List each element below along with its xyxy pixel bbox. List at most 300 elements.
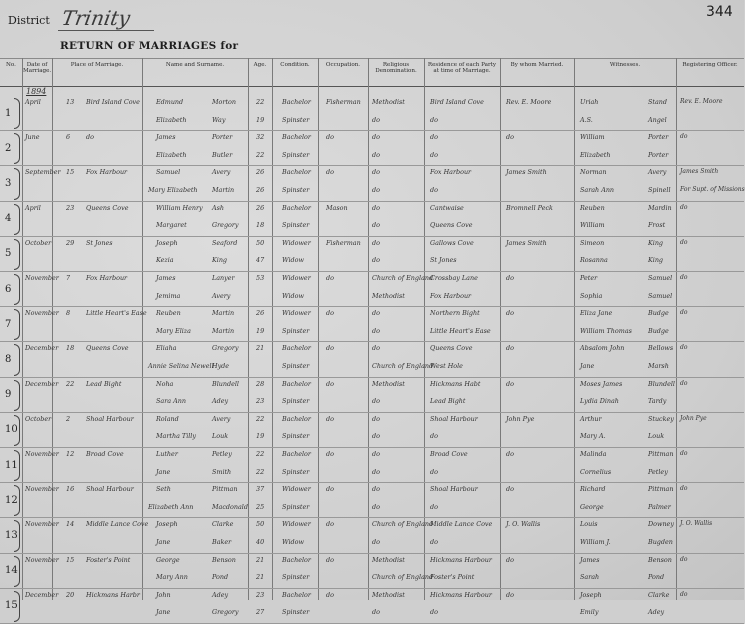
religious-denomination: do: [372, 150, 380, 159]
residence: Middle Lance Cove: [430, 520, 493, 529]
occupation: do: [326, 344, 334, 353]
marriage-day: 14: [66, 520, 75, 529]
column-header: Place of Marriage.: [70, 62, 124, 68]
page-title: RETURN OF MARRIAGES for: [60, 40, 239, 52]
officiant: do: [506, 555, 514, 564]
witness-surname: Palmer: [648, 502, 671, 511]
residence: Hickmans Harbour: [430, 555, 492, 564]
given-name: Noha: [156, 379, 174, 388]
marriage-month: June: [25, 133, 40, 142]
witness-surname: Budge: [648, 326, 669, 335]
header-top-rule: [0, 58, 744, 59]
given-name: James: [156, 133, 176, 142]
religious-denomination: do: [372, 502, 380, 511]
record-brace: [14, 450, 20, 481]
witness-surname: Mardin: [648, 203, 672, 212]
occupation: do: [326, 520, 334, 529]
record-number: 10: [5, 424, 18, 436]
residence: Crossbay Lane: [430, 274, 478, 282]
occupation: do: [326, 414, 334, 423]
age: 21: [256, 573, 265, 582]
surname: Louk: [212, 432, 229, 441]
residence: do: [430, 186, 438, 194]
religious-denomination: Methodist: [372, 590, 405, 599]
column-divider: [142, 58, 143, 600]
witness-surname: Downey: [648, 520, 674, 529]
record-brace: [14, 309, 20, 340]
record-number: 3: [5, 178, 12, 189]
surname: Gregory: [212, 221, 239, 230]
marriage-day: 8: [66, 309, 71, 318]
religious-denomination: Church of England: [372, 362, 434, 370]
surname: Clarke: [212, 520, 234, 529]
witness-surname: Stand: [648, 98, 667, 106]
residence: Foster's Point: [430, 573, 475, 582]
condition: Widower: [282, 274, 311, 282]
age: 50: [256, 238, 265, 247]
religious-denomination: do: [372, 397, 380, 406]
marriage-place: St Jones: [86, 238, 113, 247]
record-brace: [14, 239, 20, 270]
residence: do: [430, 133, 438, 142]
given-name: Edmund: [156, 98, 184, 106]
column-header: Condition.: [280, 62, 310, 68]
record-number: 14: [5, 565, 18, 577]
witness-given-name: Peter: [580, 274, 598, 282]
given-name: Elizabeth Ann: [148, 502, 194, 511]
officiant: J. O. Wallis: [506, 520, 541, 529]
record-brace: [14, 168, 20, 199]
age: 21: [256, 555, 265, 564]
record-brace: [14, 380, 20, 411]
condition: Bachelor: [282, 414, 311, 423]
record-brace: [14, 591, 20, 622]
residence: St Jones: [430, 256, 457, 265]
age: 40: [256, 538, 265, 546]
record-number: 5: [5, 248, 12, 260]
year-entry: 1894: [26, 87, 47, 96]
column-header: Name and Surname.: [165, 62, 225, 68]
marriage-place: Fox Harbour: [86, 274, 128, 282]
condition: Bachelor: [282, 98, 311, 106]
given-name: Roland: [156, 414, 179, 423]
residence: Bird Island Cove: [430, 98, 484, 106]
religious-denomination: Church of England: [372, 573, 434, 582]
condition: Spinster: [282, 221, 310, 230]
age: 23: [256, 397, 265, 406]
registering-officer: do: [680, 485, 688, 493]
record-number: 7: [5, 318, 12, 330]
given-name: Margaret: [156, 221, 187, 230]
marriage-month: September: [25, 168, 61, 177]
religious-denomination: do: [372, 608, 380, 617]
column-divider: [574, 58, 575, 600]
occupation: Fisherman: [326, 238, 361, 247]
witness-surname: Bellows: [648, 344, 674, 353]
given-name: Elizabeth: [156, 150, 187, 159]
age: 22: [256, 98, 265, 106]
witness-surname: Tardy: [648, 397, 667, 406]
registering-officer: do: [680, 203, 688, 211]
record-divider: [0, 236, 744, 237]
given-name: James: [156, 274, 176, 282]
marriage-place: Queens Cove: [86, 203, 129, 212]
condition: Widow: [282, 291, 304, 300]
witness-surname: Adey: [648, 608, 665, 617]
age: 21: [256, 344, 265, 353]
marriage-place: Bird Island Cove: [86, 98, 140, 106]
marriage-day: 15: [66, 555, 75, 564]
witness-surname: Angel: [648, 115, 667, 124]
witness-given-name: Joseph: [580, 590, 602, 599]
witness-given-name: William: [580, 221, 605, 230]
condition: Bachelor: [282, 133, 311, 142]
surname: Way: [212, 115, 226, 124]
registering-officer: do: [680, 309, 688, 317]
witness-given-name: Arthur: [580, 414, 602, 423]
given-name: Mary Eliza: [156, 326, 191, 335]
witness-given-name: Jane: [580, 362, 595, 370]
given-name: Jane: [156, 608, 171, 617]
age: 18: [256, 221, 265, 230]
marriage-month: April: [25, 203, 41, 212]
surname: Benson: [212, 555, 236, 564]
surname: Lanyer: [212, 274, 235, 282]
marriage-day: 20: [66, 590, 75, 599]
condition: Bachelor: [282, 450, 311, 458]
marriage-place: Hickmans Harbr: [86, 590, 140, 599]
witness-surname: Petley: [648, 467, 668, 476]
marriage-day: 7: [66, 274, 71, 282]
given-name: Martha Tilly: [156, 432, 196, 441]
record-divider: [0, 447, 744, 448]
record-brace: [14, 344, 20, 375]
surname: Petley: [212, 450, 232, 458]
surname: Seaford: [212, 238, 238, 247]
occupation: do: [326, 274, 334, 282]
witness-given-name: Norman: [580, 168, 607, 177]
faint-stamp: [500, 20, 660, 56]
marriage-month: April: [25, 98, 41, 106]
column-header: Religious Denomination.: [375, 62, 417, 75]
record-brace: [14, 98, 20, 129]
given-name: John: [156, 590, 171, 599]
registering-officer: do: [680, 344, 688, 352]
marriage-place: Queens Cove: [86, 344, 129, 353]
record-number: 11: [5, 459, 18, 471]
age: 26: [256, 168, 265, 177]
record-brace: [14, 204, 20, 235]
registering-officer: Rev. E. Moore: [680, 98, 723, 105]
religious-denomination: do: [372, 115, 380, 124]
witness-given-name: William: [580, 133, 605, 142]
surname: Gregory: [212, 608, 239, 617]
surname: Avery: [212, 168, 231, 177]
surname: Macdonald: [212, 502, 248, 511]
residence: do: [430, 538, 438, 546]
age: 47: [256, 256, 265, 265]
given-name: Mary Elizabeth: [148, 186, 198, 194]
witness-given-name: Mary A.: [580, 432, 606, 441]
residence: do: [430, 432, 438, 441]
religious-denomination: Methodist: [372, 291, 405, 300]
age: 26: [256, 203, 265, 212]
record-divider: [0, 306, 744, 307]
surname: Pittman: [212, 485, 238, 494]
marriage-place: Shoal Harbour: [86, 414, 134, 423]
residence: Shoal Harbour: [430, 414, 478, 423]
officiant: do: [506, 309, 514, 318]
marriage-month: November: [25, 555, 59, 564]
witness-given-name: William Thomas: [580, 326, 632, 335]
witness-given-name: George: [580, 502, 604, 511]
witness-given-name: Louis: [580, 520, 598, 529]
record-divider: [0, 341, 744, 342]
given-name: Jane: [156, 467, 171, 476]
surname: Blundell: [212, 379, 239, 388]
occupation: do: [326, 555, 334, 564]
column-header: Date of Marriage.: [23, 62, 52, 75]
district-underline: [58, 30, 154, 31]
age: 22: [256, 450, 265, 458]
religious-denomination: do: [372, 538, 380, 546]
officiant: James Smith: [506, 168, 547, 177]
religious-denomination: Church of England: [372, 274, 434, 282]
occupation: do: [326, 379, 334, 388]
marriage-place: Middle Lance Cove: [86, 520, 149, 529]
condition: Spinster: [282, 432, 310, 441]
witness-given-name: Absalom John: [580, 344, 625, 353]
witness-surname: Samuel: [648, 274, 673, 282]
record-number: 12: [5, 494, 18, 506]
given-name: Reuben: [156, 309, 181, 318]
officiant: do: [506, 274, 514, 282]
condition: Widower: [282, 485, 311, 494]
religious-denomination: do: [372, 414, 380, 423]
marriage-month: November: [25, 485, 59, 494]
surname: Pond: [212, 573, 229, 582]
marriage-place: Shoal Harbour: [86, 485, 134, 494]
record-number: 4: [5, 213, 12, 225]
residence: Gallows Cove: [430, 238, 474, 247]
surname: Martin: [212, 186, 235, 194]
condition: Bachelor: [282, 203, 311, 212]
given-name: Mary Ann: [156, 573, 188, 582]
column-divider: [22, 58, 23, 600]
age: 19: [256, 115, 265, 124]
surname: Morton: [212, 98, 236, 106]
record-number: 15: [5, 600, 18, 612]
occupation: Mason: [326, 203, 348, 212]
condition: Spinster: [282, 397, 310, 406]
occupation: do: [326, 485, 334, 494]
record-number: 6: [5, 283, 12, 295]
witness-given-name: Lydia Dinah: [580, 397, 619, 406]
registering-officer: For Supt. of Missions: [680, 186, 745, 193]
registering-officer: do: [680, 555, 688, 563]
officiant: Bromnell Peck: [506, 203, 553, 212]
residence: West Hole: [430, 362, 463, 370]
marriage-place: Fox Harbour: [86, 168, 128, 177]
condition: Spinster: [282, 573, 310, 582]
witness-given-name: Uriah: [580, 98, 599, 106]
column-divider: [500, 58, 501, 600]
column-header: Residence of each Party at time of Marriage.: [427, 62, 497, 75]
record-brace: [14, 133, 20, 164]
record-number: 8: [5, 354, 12, 365]
record-number: 2: [5, 142, 12, 154]
condition: Widower: [282, 238, 311, 247]
religious-denomination: do: [372, 168, 380, 177]
marriage-month: October: [25, 238, 52, 247]
age: 27: [256, 608, 265, 617]
age: 26: [256, 309, 265, 318]
condition: Bachelor: [282, 590, 311, 599]
surname: Avery: [212, 414, 231, 423]
condition: Spinster: [282, 150, 310, 159]
record-divider: [0, 271, 744, 272]
witness-surname: Porter: [648, 133, 669, 142]
age: 53: [256, 274, 265, 282]
residence: Queens Cove: [430, 344, 473, 353]
religious-denomination: do: [372, 467, 380, 476]
marriage-place: Foster's Point: [86, 555, 131, 564]
given-name: Sara Ann: [156, 397, 186, 406]
age: 19: [256, 432, 265, 441]
record-brace: [14, 520, 20, 551]
religious-denomination: Methodist: [372, 98, 405, 106]
age: 19: [256, 326, 265, 335]
religious-denomination: do: [372, 485, 380, 494]
witness-given-name: Malinda: [580, 450, 607, 458]
column-divider: [248, 58, 249, 600]
column-header: Witnesses.: [609, 62, 641, 68]
witness-given-name: Eliza Jane: [580, 309, 613, 318]
record-brace: [14, 274, 20, 305]
residence: Northern Bight: [430, 309, 480, 318]
religious-denomination: do: [372, 309, 380, 318]
religious-denomination: do: [372, 432, 380, 441]
witness-given-name: Moses James: [580, 379, 623, 388]
marriage-day: 2: [66, 414, 71, 423]
religious-denomination: do: [372, 238, 380, 247]
column-divider: [318, 58, 319, 600]
witness-given-name: Sarah Ann: [580, 186, 615, 194]
given-name: Annie Selina Newell: [148, 362, 214, 370]
surname: Martin: [212, 326, 235, 335]
given-name: Joseph: [156, 520, 178, 529]
officiant: do: [506, 590, 514, 599]
district-name: Trinity: [59, 6, 133, 30]
condition: Spinster: [282, 115, 310, 124]
witness-surname: Porter: [648, 150, 669, 159]
registering-officer: do: [680, 450, 688, 457]
marriage-day: 18: [66, 344, 75, 353]
record-divider: [0, 588, 744, 589]
marriage-place: Broad Cove: [86, 450, 124, 458]
condition: Spinster: [282, 467, 310, 476]
given-name: George: [156, 555, 180, 564]
occupation: do: [326, 168, 334, 177]
district-label: District: [8, 14, 50, 27]
witness-surname: Pittman: [648, 450, 674, 458]
witness-surname: Samuel: [648, 291, 673, 300]
surname: Martin: [212, 309, 235, 318]
witness-surname: Stuckey: [648, 414, 674, 423]
condition: Widower: [282, 309, 311, 318]
marriage-day: 12: [66, 450, 75, 458]
religious-denomination: do: [372, 203, 380, 212]
marriage-day: 29: [66, 238, 75, 247]
condition: Spinster: [282, 362, 310, 370]
officiant: do: [506, 450, 514, 458]
marriage-place: Little Heart's Ease: [86, 309, 147, 318]
marriage-month: October: [25, 414, 52, 423]
record-divider: [0, 517, 744, 518]
religious-denomination: Methodist: [372, 379, 405, 388]
religious-denomination: do: [372, 186, 380, 194]
marriage-day: 13: [66, 98, 75, 106]
registering-officer: do: [680, 238, 688, 246]
condition: Spinster: [282, 326, 310, 335]
given-name: Seth: [156, 485, 171, 494]
witness-surname: King: [648, 238, 664, 247]
witness-surname: Budge: [648, 309, 669, 318]
given-name: Kezia: [156, 256, 174, 265]
residence: do: [430, 115, 438, 124]
surname: Ash: [212, 203, 225, 212]
residence: Hickmans Harbour: [430, 590, 492, 599]
registering-officer: do: [680, 274, 688, 281]
registering-officer: J. O. Wallis: [680, 520, 713, 528]
residence: Fox Harbour: [430, 291, 472, 300]
column-divider: [424, 58, 425, 600]
age: 28: [256, 379, 265, 388]
record-divider: [0, 130, 744, 131]
given-name: Joseph: [156, 238, 178, 247]
registering-officer: John Pye: [680, 414, 707, 422]
surname: Hyde: [212, 362, 230, 370]
age: 32: [256, 133, 265, 142]
condition: Bachelor: [282, 555, 311, 564]
witness-surname: Pittman: [648, 485, 674, 494]
column-divider: [272, 58, 273, 600]
record-brace: [14, 556, 20, 587]
witness-surname: Frost: [648, 221, 666, 230]
registering-officer: do: [680, 590, 688, 598]
marriage-month: November: [25, 309, 59, 318]
marriage-month: December: [25, 379, 59, 388]
condition: Widower: [282, 520, 311, 529]
marriage-day: 15: [66, 168, 75, 177]
page-number: 344: [706, 4, 733, 20]
witness-given-name: Rosanna: [580, 256, 608, 265]
column-header: Age.: [253, 62, 267, 68]
witness-surname: Benson: [648, 555, 672, 564]
occupation: do: [326, 133, 334, 142]
witness-surname: Spinell: [648, 186, 671, 194]
officiant: do: [506, 379, 514, 388]
given-name: Luther: [156, 450, 178, 458]
witness-given-name: Reuben: [580, 203, 605, 212]
surname: Smith: [212, 467, 232, 476]
residence: do: [430, 150, 438, 159]
officiant: do: [506, 485, 514, 494]
officiant: Rev. E. Moore: [506, 98, 552, 106]
witness-given-name: Elizabeth: [580, 150, 611, 159]
condition: Bachelor: [282, 379, 311, 388]
witness-given-name: William J.: [580, 538, 611, 546]
